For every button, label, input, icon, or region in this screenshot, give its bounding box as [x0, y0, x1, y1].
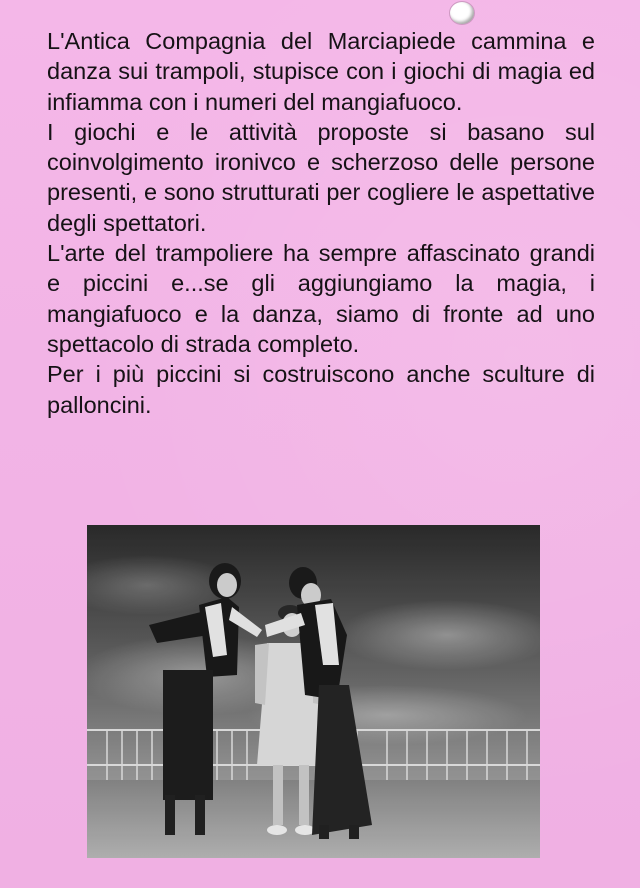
photo-illustration [87, 525, 540, 858]
performance-photo [87, 525, 540, 858]
paragraph-stilt-art: L'arte del trampoliere ha sempre affascinato grandi e piccini e...se gli aggiungiamo la magia, i mangiafuoco e la danza, siamo di fronte ad uno spettacolo di strada completo. [47, 240, 595, 357]
paragraph-balloons: Per i più piccini si costruiscono anche sculture di palloncini. [47, 361, 595, 418]
punch-hole [450, 2, 474, 24]
body-text [47, 26, 595, 420]
paragraph-activities: I giochi e le attività proposte si basano sul coinvolgimento ironivco e scherzoso delle persone presenti, e sono strutturati per cogliere le aspettative degli spettatori. [47, 118, 595, 236]
photo-grain [87, 525, 540, 858]
paragraph-intro: L'Antica Compagnia del Marciapiede cammina e danza sui trampoli, stupisce con i giochi di magia ed infiamma con i numeri del mangiafuoco. [47, 28, 595, 115]
